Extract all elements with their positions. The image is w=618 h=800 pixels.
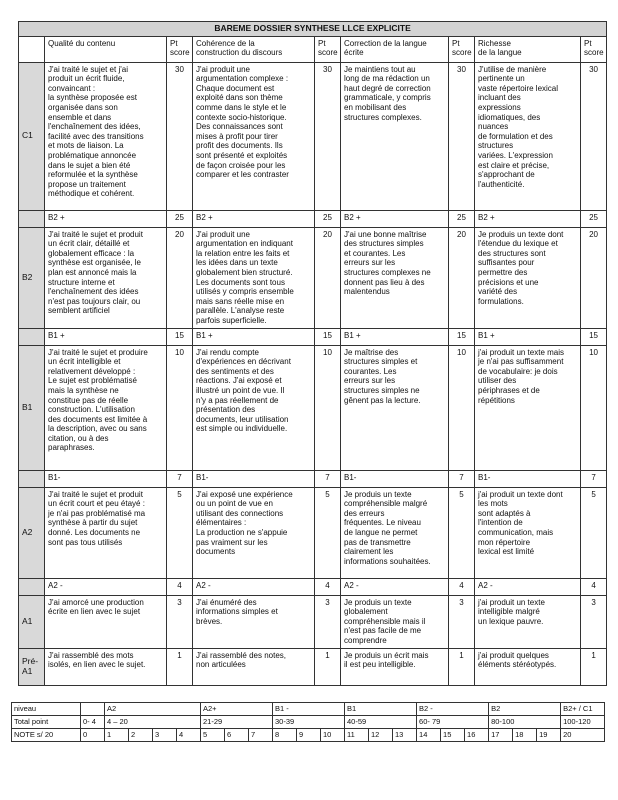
table-title: BAREME DOSSIER SYNTHESE LLCE EXPLICITE — [19, 22, 607, 37]
total-cell: 21-29 — [201, 716, 273, 729]
note-cell: 0 — [81, 729, 105, 742]
note-cell: 11 — [345, 729, 369, 742]
note-cell: 4 — [177, 729, 201, 742]
sublevel-label: B2 + — [193, 210, 315, 227]
sublevel-label: B1- — [193, 470, 315, 487]
criterion-description: Je produis un texte compréhensible malgré des erreurs fréquentes. Le niveau de langue ne permet pas de transmettre clairement les informations souhaitées. — [341, 487, 449, 578]
sublevel-label: A2 - — [475, 578, 581, 595]
criterion-description: J'ai une bonne maîtrise des structures simples et courantes. Les erreurs sur les structures complexes ne donnent pas lieu à des malentendus — [341, 227, 449, 328]
sublevel-label: B1 + — [475, 328, 581, 345]
criterion-score: 10 — [315, 345, 341, 470]
total-cell: 60- 79 — [417, 716, 489, 729]
level-row — [19, 648, 607, 685]
sublevel-row — [19, 470, 607, 487]
sublevel-label: B1 + — [341, 328, 449, 345]
criterion-score: 5 — [581, 487, 607, 578]
note-cell: 12 — [369, 729, 393, 742]
criterion-score: 30 — [315, 62, 341, 210]
criterion-description: j'ai produit un texte intelligible malgré un lexique pauvre. — [475, 595, 581, 648]
level-label: B1 — [19, 345, 45, 470]
sublevel-label: B1- — [45, 470, 167, 487]
criterion-description: J'ai traité le sujet et j'ai produit un écrit fluide, convaincant : la synthèse proposée est organisée dans son ensemble et dans l'enchaînement des idées, facilité avec des transitions et mots de liaison. La problématique annoncée dans le sujet a bien été reformulée et la synthèse propose un traitement méthodique et cohérent. — [45, 62, 167, 210]
sublevel-blank — [19, 210, 45, 227]
criterion-description: Je produis un texte dont l'étendue du lexique et des structures sont suffisantes pour permettre des précisions et une variété des formulations. — [475, 227, 581, 328]
total-cell: 0- 4 — [81, 716, 105, 729]
criterion-score: 10 — [167, 345, 193, 470]
criterion-score: 1 — [581, 648, 607, 685]
sublevel-blank — [19, 578, 45, 595]
sublevel-score: 25 — [315, 210, 341, 227]
sublevel-label: B1 + — [45, 328, 167, 345]
sublevel-label: B2 + — [341, 210, 449, 227]
note-cell: 10 — [321, 729, 345, 742]
sublevel-row — [19, 210, 607, 227]
criterion-score: 1 — [449, 648, 475, 685]
header-pt-score-1: Pt score — [167, 36, 193, 62]
criterion-description: J'ai produit une argumentation en indiquant la relation entre les faits et les idées dans un texte globalement bien structuré. Les documents sont tous utilisés y compris ensemble mais sans réelle mise en parallèle. L'analyse reste parfois superficielle. — [193, 227, 315, 328]
criterion-score: 3 — [167, 595, 193, 648]
niveau-cell: B2+ / C1 — [561, 703, 605, 716]
niveau-cell: A2+ — [201, 703, 273, 716]
criterion-description: J'ai traité le sujet et produire un écrit intelligible et relativement développé : Le sujet est problématisé mais la synthèse ne constitue pas de réelle construction. L'utilisation des documents est limitée à la description, avec ou sans citation, ou à des paraphrases. — [45, 345, 167, 470]
criterion-description: j'ai produit un texte dont les mots sont adaptés à l'intention de communication, mais mon répertoire lexical est limité — [475, 487, 581, 578]
criterion-description: Je produis un écrit mais il est peu intelligible. — [341, 648, 449, 685]
criterion-score: 20 — [449, 227, 475, 328]
sublevel-score: 7 — [315, 470, 341, 487]
niveau-row — [12, 703, 605, 716]
criterion-description: J'ai produit une argumentation complexe : Chaque document est exploité dans son thème comme dans le style et le contexte socio-historique. Des connaissances sont mises à profit pour tirer profit des documents. Ils sont présenté et exploités de façon croisée pour les comparer et les contraster — [193, 62, 315, 210]
sublevel-score: 4 — [167, 578, 193, 595]
criterion-score: 30 — [167, 62, 193, 210]
sublevel-score: 15 — [167, 328, 193, 345]
note-cell: 8 — [273, 729, 297, 742]
sublevel-score: 4 — [315, 578, 341, 595]
sublevel-label: B2 + — [45, 210, 167, 227]
sublevel-label: B2 + — [475, 210, 581, 227]
criterion-description: j'ai produit quelques éléments stéréotypés. — [475, 648, 581, 685]
criterion-score: 5 — [167, 487, 193, 578]
note-cell: 6 — [225, 729, 249, 742]
header-pt-score-3: Pt score — [449, 36, 475, 62]
sublevel-label: B1 + — [193, 328, 315, 345]
criterion-description: J'utilise de manière pertinente un vaste répertoire lexical incluant des expressions idiomatiques, des nuances de formulation et des structures variées. L'expression est claire et précise, s'approchant de l'authenticité. — [475, 62, 581, 210]
note-cell: 19 — [537, 729, 561, 742]
criterion-description: J'ai énuméré des informations simples et brèves. — [193, 595, 315, 648]
criterion-description: J'ai traité le sujet et produit un écrit clair, détaillé et globalement efficace : la synthèse est organisée, le plan est annoncé mais la structure interne et l'enchaînement des idées n'est pas toujours clair, ou semblent artificiel — [45, 227, 167, 328]
note-cell: 1 — [105, 729, 129, 742]
criterion-description: J'ai traité le sujet et produit un écrit court et peu étayé : je n'ai pas problématisé ma synthèse à partir du sujet donné. Les documents ne sont pas tous utilisés — [45, 487, 167, 578]
total-cell: 100-120 — [561, 716, 605, 729]
note-cell: 13 — [393, 729, 417, 742]
sublevel-label: A2 - — [193, 578, 315, 595]
note-label: NOTE s/ 20 — [12, 729, 81, 742]
note-cell: 2 — [129, 729, 153, 742]
criterion-score: 3 — [449, 595, 475, 648]
criterion-description: Je produis un texte globalement compréhensible mais il n'est pas facile de me comprendre — [341, 595, 449, 648]
total-cell: 80-100 — [489, 716, 561, 729]
conversion-table — [11, 702, 605, 742]
criterion-score: 30 — [449, 62, 475, 210]
level-row — [19, 345, 607, 470]
sublevel-score: 15 — [581, 328, 607, 345]
level-row — [19, 62, 607, 210]
total-cell: 4 – 20 — [105, 716, 201, 729]
total-cell: 30-39 — [273, 716, 345, 729]
sublevel-blank — [19, 328, 45, 345]
sublevel-blank — [19, 470, 45, 487]
sublevel-label: A2 - — [341, 578, 449, 595]
sublevel-score: 4 — [581, 578, 607, 595]
total-cell: 40-59 — [345, 716, 417, 729]
criterion-description: Je maintiens tout au long de ma rédaction un haut degré de correction grammaticale, y compris en mobilisant des structures complexes. — [341, 62, 449, 210]
sublevel-score: 7 — [167, 470, 193, 487]
header-richesse: Richesse de la langue — [475, 36, 581, 62]
criterion-score: 10 — [449, 345, 475, 470]
note-cell: 7 — [249, 729, 273, 742]
level-label: C1 — [19, 62, 45, 210]
sublevel-score: 25 — [449, 210, 475, 227]
sublevel-score: 4 — [449, 578, 475, 595]
criterion-description: J'ai rendu compte d'expériences en décrivant des sentiments et des réactions. J'ai exposé et illustré un point de vue. Il n'y a pas réellement de présentation des documents, leur utilisation est simple ou individuelle. — [193, 345, 315, 470]
niveau-label: niveau — [12, 703, 81, 716]
header-coherence: Cohérence de la construction du discours — [193, 36, 315, 62]
note-cell: 3 — [153, 729, 177, 742]
criterion-score: 1 — [167, 648, 193, 685]
note-cell: 20 — [561, 729, 605, 742]
criterion-score: 20 — [167, 227, 193, 328]
note-cell: 17 — [489, 729, 513, 742]
niveau-blank — [81, 703, 105, 716]
criterion-score: 20 — [581, 227, 607, 328]
header-pt-score-4: Pt score — [581, 36, 607, 62]
level-row — [19, 227, 607, 328]
criterion-score: 30 — [581, 62, 607, 210]
niveau-cell: A2 — [105, 703, 201, 716]
level-label: A1 — [19, 595, 45, 648]
header-contenu: Qualité du contenu — [45, 36, 167, 62]
sublevel-score: 15 — [315, 328, 341, 345]
note-cell: 16 — [465, 729, 489, 742]
criterion-description: J'ai amorcé une production écrite en lien avec le sujet — [45, 595, 167, 648]
note-cell: 18 — [513, 729, 537, 742]
grading-table — [18, 21, 607, 686]
criterion-description: J'ai rassemblé des notes, non articulées — [193, 648, 315, 685]
niveau-cell: B1 — [345, 703, 417, 716]
criterion-score: 5 — [449, 487, 475, 578]
total-label: Total point — [12, 716, 81, 729]
niveau-cell: B2 — [489, 703, 561, 716]
sublevel-score: 25 — [581, 210, 607, 227]
header-level — [19, 36, 45, 62]
note-cell: 9 — [297, 729, 321, 742]
level-label: A2 — [19, 487, 45, 578]
total-row — [12, 716, 605, 729]
criterion-description: j'ai produit un texte mais je n'ai pas suffisamment de vocabulaire: je dois utiliser des périphrases et de répétitions — [475, 345, 581, 470]
sublevel-row — [19, 578, 607, 595]
sublevel-score: 7 — [581, 470, 607, 487]
niveau-cell: B1 - — [273, 703, 345, 716]
criterion-description: Je maîtrise des structures simples et courantes. Les erreurs sur les structures simples ne gênent pas la lecture. — [341, 345, 449, 470]
level-label: B2 — [19, 227, 45, 328]
sublevel-label: B1- — [475, 470, 581, 487]
level-label: Pré- A1 — [19, 648, 45, 685]
criterion-score: 5 — [315, 487, 341, 578]
niveau-cell: B2 - — [417, 703, 489, 716]
sublevel-score: 15 — [449, 328, 475, 345]
criterion-score: 3 — [581, 595, 607, 648]
criterion-description: J'ai rassemblé des mots isolés, en lien avec le sujet. — [45, 648, 167, 685]
header-pt-score-2: Pt score — [315, 36, 341, 62]
criterion-score: 20 — [315, 227, 341, 328]
note-cell: 14 — [417, 729, 441, 742]
criterion-score: 1 — [315, 648, 341, 685]
criterion-description: J'ai exposé une expérience ou un point de vue en utilisant des connections élémentaires : La production ne s'appuie pas vraiment sur les documents — [193, 487, 315, 578]
sublevel-score: 25 — [167, 210, 193, 227]
sublevel-row — [19, 328, 607, 345]
level-row — [19, 595, 607, 648]
header-correction: Correction de la langue écrite — [341, 36, 449, 62]
sublevel-label: B1- — [341, 470, 449, 487]
note-cell: 5 — [201, 729, 225, 742]
sublevel-score: 7 — [449, 470, 475, 487]
sublevel-label: A2 - — [45, 578, 167, 595]
level-row — [19, 487, 607, 578]
criterion-score: 10 — [581, 345, 607, 470]
note-cell: 15 — [441, 729, 465, 742]
note-row — [12, 729, 605, 742]
criterion-score: 3 — [315, 595, 341, 648]
